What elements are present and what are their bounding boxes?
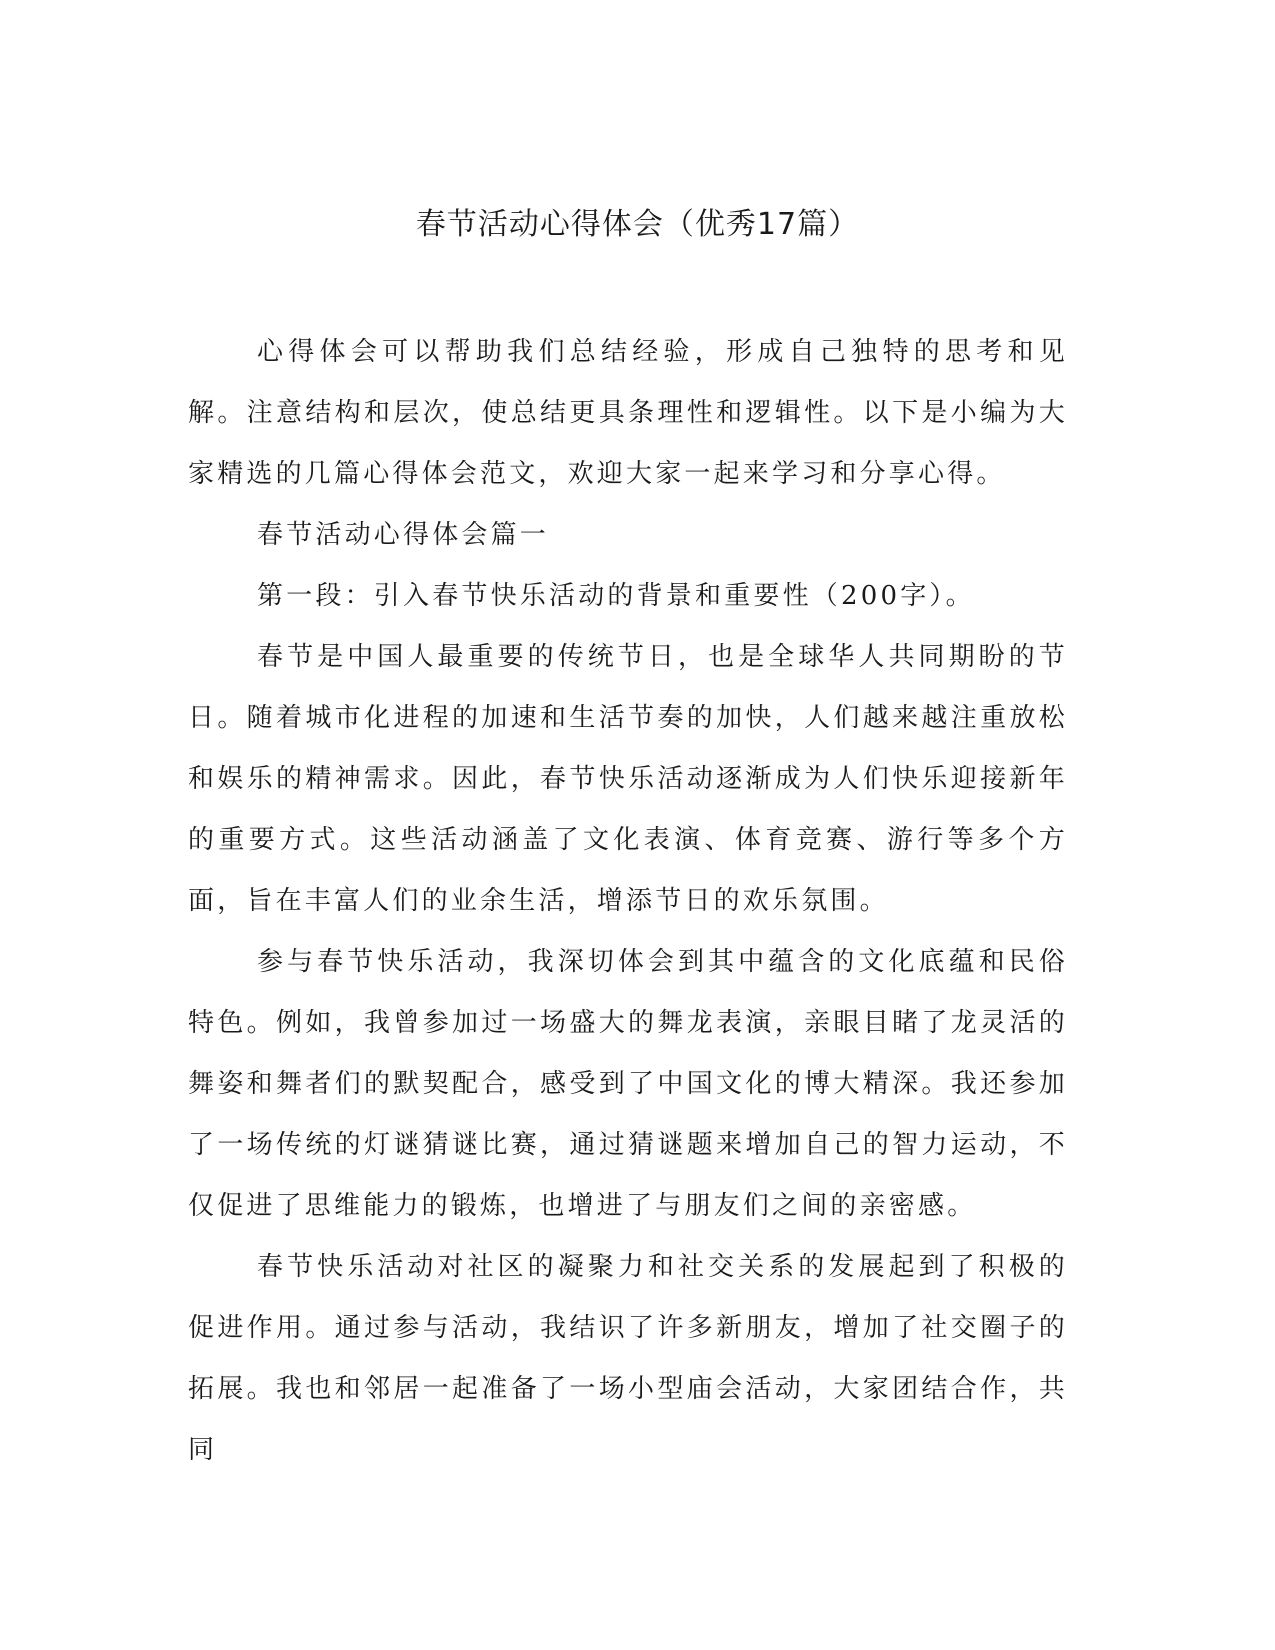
intro-paragraph: 心得体会可以帮助我们总结经验，形成自己独特的思考和见解。注意结构和层次，使总结更具条理性和逻辑性。以下是小编为大家精选的几篇心得体会范文，欢迎大家一起来学习和分享心得。 xyxy=(188,337,1068,489)
section-heading: 春节活动心得体会篇一 xyxy=(257,520,550,550)
subsection-heading: 第一段：引入春节快乐活动的背景和重要性（200字）。 xyxy=(257,581,975,611)
body-paragraph: 参与春节快乐活动，我深切体会到其中蕴含的文化底蕴和民俗特色。例如，我曾参加过一场盛大的舞龙表演，亲眼目睹了龙灵活的舞姿和舞者们的默契配合，感受到了中国文化的博大精深。我还参加了一场传统的灯谜猜谜比赛，通过猜谜题来增加自己的智力运动，不仅促进了思维能力的锻炼，也增进了与朋友们之间的亲密感。 xyxy=(188,947,1068,1221)
document-title: 春节活动心得体会（优秀17篇） xyxy=(415,207,860,242)
body-paragraph: 春节快乐活动对社区的凝聚力和社交关系的发展起到了积极的促进作用。通过参与活动，我结识了许多新朋友，增加了社交圈子的拓展。我也和邻居一起准备了一场小型庙会活动，大家团结合作，共同 xyxy=(188,1252,1068,1465)
document-body xyxy=(188,322,1068,1481)
body-paragraph: 春节是中国人最重要的传统节日，也是全球华人共同期盼的节日。随着城市化进程的加速和生活节奏的加快，人们越来越注重放松和娱乐的精神需求。因此，春节快乐活动逐渐成为人们快乐迎接新年的重要方式。这些活动涵盖了文化表演、体育竞赛、游行等多个方面，旨在丰富人们的业余生活，增添节日的欢乐氛围。 xyxy=(188,642,1068,916)
